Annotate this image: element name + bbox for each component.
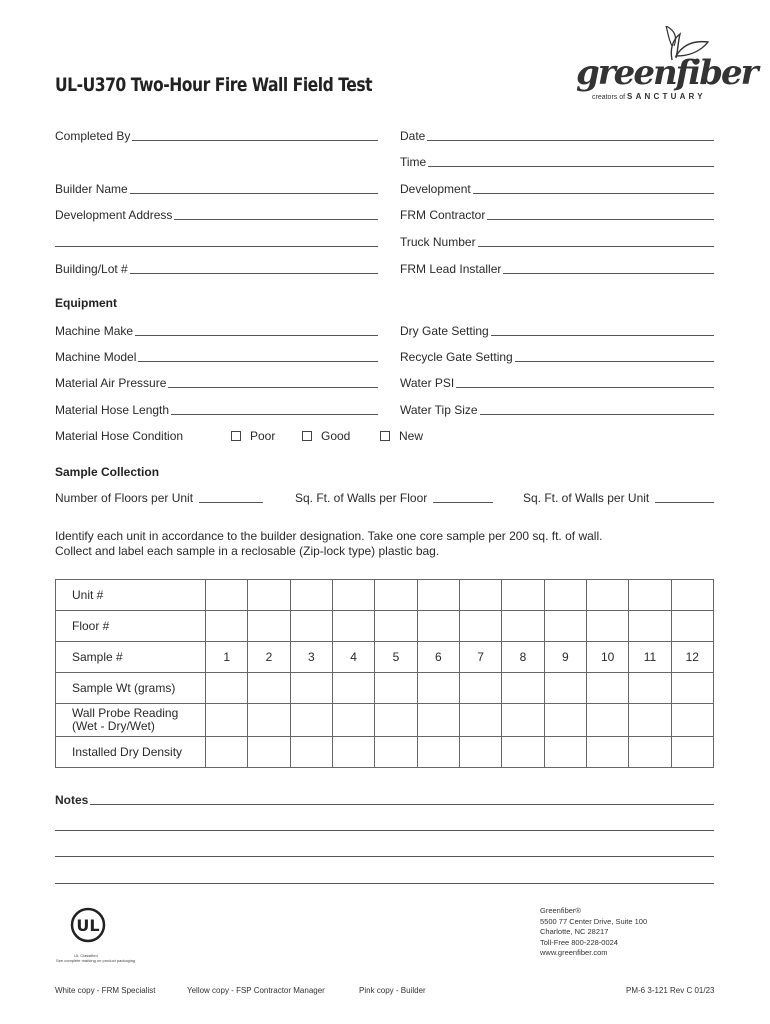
field-label: Machine Model: [55, 350, 137, 364]
table-cell[interactable]: [417, 737, 459, 768]
table-cell[interactable]: [629, 704, 671, 737]
walls-per-floor-field[interactable]: [295, 491, 493, 505]
sample-number-cell: 12: [671, 642, 713, 673]
table-cell[interactable]: [459, 704, 501, 737]
footer-form-id: PM-6 3-121 Rev C 01/23: [626, 986, 715, 995]
table-cell[interactable]: [629, 673, 671, 704]
footer-yellow-copy: Yellow copy - FSP Contractor Manager: [187, 986, 325, 995]
sample-number-cell: 10: [586, 642, 628, 673]
table-cell[interactable]: [544, 580, 586, 611]
table-cell[interactable]: [502, 580, 544, 611]
field-label: Water PSI: [400, 376, 455, 390]
table-row: [56, 737, 714, 768]
notes-line-2[interactable]: [55, 830, 714, 831]
row-label: Unit #: [56, 580, 206, 611]
company-name: Greenfiber®: [540, 906, 581, 915]
material-air-pressure-field[interactable]: [55, 376, 378, 390]
field-line[interactable]: [130, 273, 378, 274]
dry-gate-setting-field[interactable]: [400, 324, 714, 338]
table-cell[interactable]: [375, 580, 417, 611]
checkbox-label: Poor: [250, 429, 276, 443]
table-cell[interactable]: [586, 580, 628, 611]
table-cell[interactable]: [459, 580, 501, 611]
field-label: FRM Lead Installer: [400, 262, 502, 276]
logo-sub-prefix: creators of: [592, 94, 626, 101]
checkbox-box[interactable]: [231, 431, 241, 441]
walls-per-unit-field[interactable]: [523, 491, 714, 505]
sample-number-cell: 4: [332, 642, 374, 673]
table-cell[interactable]: [332, 580, 374, 611]
checkbox-label: Good: [321, 429, 351, 443]
ul-classified-mark: [56, 906, 136, 963]
table-cell[interactable]: [248, 673, 290, 704]
field-line[interactable]: [130, 193, 378, 194]
table-cell[interactable]: [248, 580, 290, 611]
truck-number-field[interactable]: [400, 235, 714, 249]
checkbox-label: New: [399, 429, 424, 443]
table-cell[interactable]: [417, 611, 459, 642]
table-cell[interactable]: [544, 611, 586, 642]
table-cell[interactable]: [375, 673, 417, 704]
field-label: Building/Lot #: [55, 262, 128, 276]
field-label: Truck Number: [400, 235, 476, 249]
table-cell[interactable]: [586, 704, 628, 737]
field-line[interactable]: [138, 361, 378, 362]
water-tip-size-field[interactable]: [400, 403, 714, 417]
field-line[interactable]: [478, 246, 714, 247]
row-label: Floor #: [56, 611, 206, 642]
table-row: [56, 704, 714, 737]
table-cell[interactable]: [206, 673, 248, 704]
table-cell[interactable]: [248, 704, 290, 737]
field-label: Machine Make: [55, 324, 134, 338]
condition-poor-checkbox[interactable]: [231, 429, 275, 443]
table-cell[interactable]: [206, 737, 248, 768]
field-line[interactable]: [503, 273, 714, 274]
phone: Toll-Free 800-228-0024: [540, 937, 618, 947]
table-cell[interactable]: [502, 673, 544, 704]
field-label: Water Tip Size: [400, 403, 478, 417]
table-cell[interactable]: [375, 704, 417, 737]
table-cell[interactable]: [248, 737, 290, 768]
field-line[interactable]: [90, 804, 714, 805]
development-address-field[interactable]: [55, 208, 378, 222]
field-label: Number of Floors per Unit: [55, 491, 194, 505]
field-label: FRM Contractor: [400, 208, 486, 222]
field-line[interactable]: [427, 140, 714, 141]
sample-number-cell: 9: [544, 642, 586, 673]
sample-table: [55, 579, 714, 768]
table-cell[interactable]: [671, 737, 713, 768]
row-label: Sample #: [56, 642, 206, 673]
notes-label: Notes: [55, 793, 89, 807]
row-label: Sample Wt (grams): [56, 673, 206, 704]
logo-subline: [592, 92, 706, 101]
table-cell[interactable]: [332, 673, 374, 704]
field-line[interactable]: [135, 335, 378, 336]
building-lot-field[interactable]: [55, 262, 378, 276]
sample-number-cell: 11: [629, 642, 671, 673]
sample-number-cell: 7: [459, 642, 501, 673]
table-cell[interactable]: [206, 611, 248, 642]
ul-caption-2: See complete marking on product packaging: [56, 958, 136, 963]
table-cell[interactable]: [544, 704, 586, 737]
field-label: Material Hose Length: [55, 403, 170, 417]
equipment-heading: Equipment: [55, 296, 117, 310]
sample-number-cell: 8: [502, 642, 544, 673]
table-cell[interactable]: [417, 704, 459, 737]
checkbox-box[interactable]: [380, 431, 390, 441]
field-line[interactable]: [428, 166, 714, 167]
material-hose-length-field[interactable]: [55, 403, 378, 417]
field-label: Recycle Gate Setting: [400, 350, 513, 364]
row-label: Wall Probe Reading (Wet - Dry/Wet): [56, 704, 206, 737]
instructions-line-1: Identify each unit in accordance to the builder designation. Take one core sample per 200 sq. ft. of wall.: [55, 529, 603, 543]
table-cell[interactable]: [544, 673, 586, 704]
field-line[interactable]: [480, 414, 714, 415]
field-label: Material Air Pressure: [55, 376, 167, 390]
field-line[interactable]: [655, 502, 714, 503]
notes-line-3[interactable]: [55, 856, 714, 857]
table-cell[interactable]: [502, 737, 544, 768]
table-row: [56, 642, 714, 673]
table-cell[interactable]: [417, 673, 459, 704]
row-label: Installed Dry Density: [56, 737, 206, 768]
table-cell[interactable]: [375, 737, 417, 768]
instructions-line-2: Collect and label each sample in a reclosable (Zip-lock type) plastic bag.: [55, 544, 440, 558]
company-address: [540, 906, 647, 959]
table-row: [56, 673, 714, 704]
table-row: [56, 580, 714, 611]
ul-caption-1: UL Classified: [74, 953, 98, 958]
field-line[interactable]: [171, 414, 378, 415]
machine-make-field[interactable]: [55, 324, 378, 338]
table-cell[interactable]: [544, 737, 586, 768]
field-line[interactable]: [487, 219, 714, 220]
machine-model-field[interactable]: [55, 350, 378, 364]
table-cell[interactable]: [290, 611, 332, 642]
table-cell[interactable]: [206, 704, 248, 737]
table-cell[interactable]: [671, 704, 713, 737]
sample-number-cell: 5: [375, 642, 417, 673]
table-cell[interactable]: [290, 704, 332, 737]
table-cell[interactable]: [502, 704, 544, 737]
page-title: UL-U370 Two-Hour Fire Wall Field Test: [55, 74, 373, 96]
water-psi-field[interactable]: [400, 376, 714, 390]
field-label: Sq. Ft. of Walls per Unit: [523, 491, 650, 505]
table-cell[interactable]: [290, 737, 332, 768]
table-cell[interactable]: [332, 704, 374, 737]
table-cell[interactable]: [586, 737, 628, 768]
sample-number-cell: 1: [206, 642, 248, 673]
table-cell[interactable]: [671, 673, 713, 704]
field-line[interactable]: [515, 361, 714, 362]
table-cell[interactable]: [629, 580, 671, 611]
table-cell[interactable]: [417, 580, 459, 611]
sample-number-cell: 6: [417, 642, 459, 673]
table-cell[interactable]: [586, 611, 628, 642]
field-line[interactable]: [473, 193, 714, 194]
frm-contractor-field[interactable]: [400, 208, 714, 222]
footer-pink-copy: Pink copy - Builder: [359, 986, 426, 995]
field-line[interactable]: [491, 335, 714, 336]
sample-number-cell: 2: [248, 642, 290, 673]
logo-wordmark: greenfiber: [576, 53, 757, 93]
frm-lead-installer-field[interactable]: [400, 262, 714, 276]
ul-logo-icon: [56, 906, 116, 948]
table-cell[interactable]: [248, 611, 290, 642]
table-row: [56, 611, 714, 642]
field-label: Date: [400, 129, 426, 143]
field-line[interactable]: [168, 387, 378, 388]
field-line[interactable]: [174, 219, 378, 220]
table-cell[interactable]: [671, 580, 713, 611]
notes-line-4[interactable]: [55, 883, 714, 884]
logo-sub-brand: SANCTUARY: [627, 92, 706, 101]
field-line[interactable]: [132, 140, 378, 141]
field-line[interactable]: [433, 502, 493, 503]
street: 5500 77 Center Drive, Suite 100: [540, 916, 648, 926]
table-cell[interactable]: [629, 737, 671, 768]
table-cell[interactable]: [459, 737, 501, 768]
field-line[interactable]: [199, 502, 263, 503]
ul-text: UL: [76, 916, 100, 935]
builder-name-field[interactable]: [55, 182, 378, 196]
sample-number-cell: 3: [290, 642, 332, 673]
table-cell[interactable]: [459, 611, 501, 642]
website-link[interactable]: www.greenfiber.com: [540, 948, 608, 957]
table-cell[interactable]: [502, 611, 544, 642]
checkbox-box[interactable]: [302, 431, 312, 441]
hose-condition-label: Material Hose Condition: [55, 429, 184, 443]
field-label: Development Address: [55, 208, 173, 222]
table-cell[interactable]: [586, 673, 628, 704]
table-cell[interactable]: [290, 673, 332, 704]
field-label: Builder Name: [55, 182, 128, 196]
notes-field[interactable]: [55, 793, 714, 807]
development-field[interactable]: [400, 182, 714, 196]
field-label: Development: [400, 182, 471, 196]
completed-by-field[interactable]: [55, 129, 378, 143]
greenfiber-logo: [576, 26, 757, 106]
sample-collection-heading: Sample Collection: [55, 465, 160, 479]
table-cell[interactable]: [671, 611, 713, 642]
field-label: Time: [400, 155, 427, 169]
floors-per-unit-field[interactable]: [55, 491, 263, 505]
field-label: Completed By: [55, 129, 131, 143]
time-field[interactable]: [400, 155, 714, 169]
recycle-gate-setting-field[interactable]: [400, 350, 714, 364]
table-cell[interactable]: [332, 611, 374, 642]
footer-white-copy: White copy - FRM Specialist: [55, 986, 156, 995]
development-address-line-2[interactable]: [55, 246, 378, 247]
table-cell[interactable]: [206, 580, 248, 611]
date-field[interactable]: [400, 129, 714, 143]
field-line[interactable]: [456, 387, 714, 388]
condition-new-checkbox[interactable]: [380, 429, 423, 443]
field-label: Dry Gate Setting: [400, 324, 489, 338]
table-cell[interactable]: [290, 580, 332, 611]
condition-good-checkbox[interactable]: [302, 429, 350, 443]
table-cell[interactable]: [629, 611, 671, 642]
city: Charlotte, NC 28217: [540, 927, 609, 936]
table-cell[interactable]: [332, 737, 374, 768]
table-cell[interactable]: [375, 611, 417, 642]
table-cell[interactable]: [459, 673, 501, 704]
field-label: Sq. Ft. of Walls per Floor: [295, 491, 428, 505]
